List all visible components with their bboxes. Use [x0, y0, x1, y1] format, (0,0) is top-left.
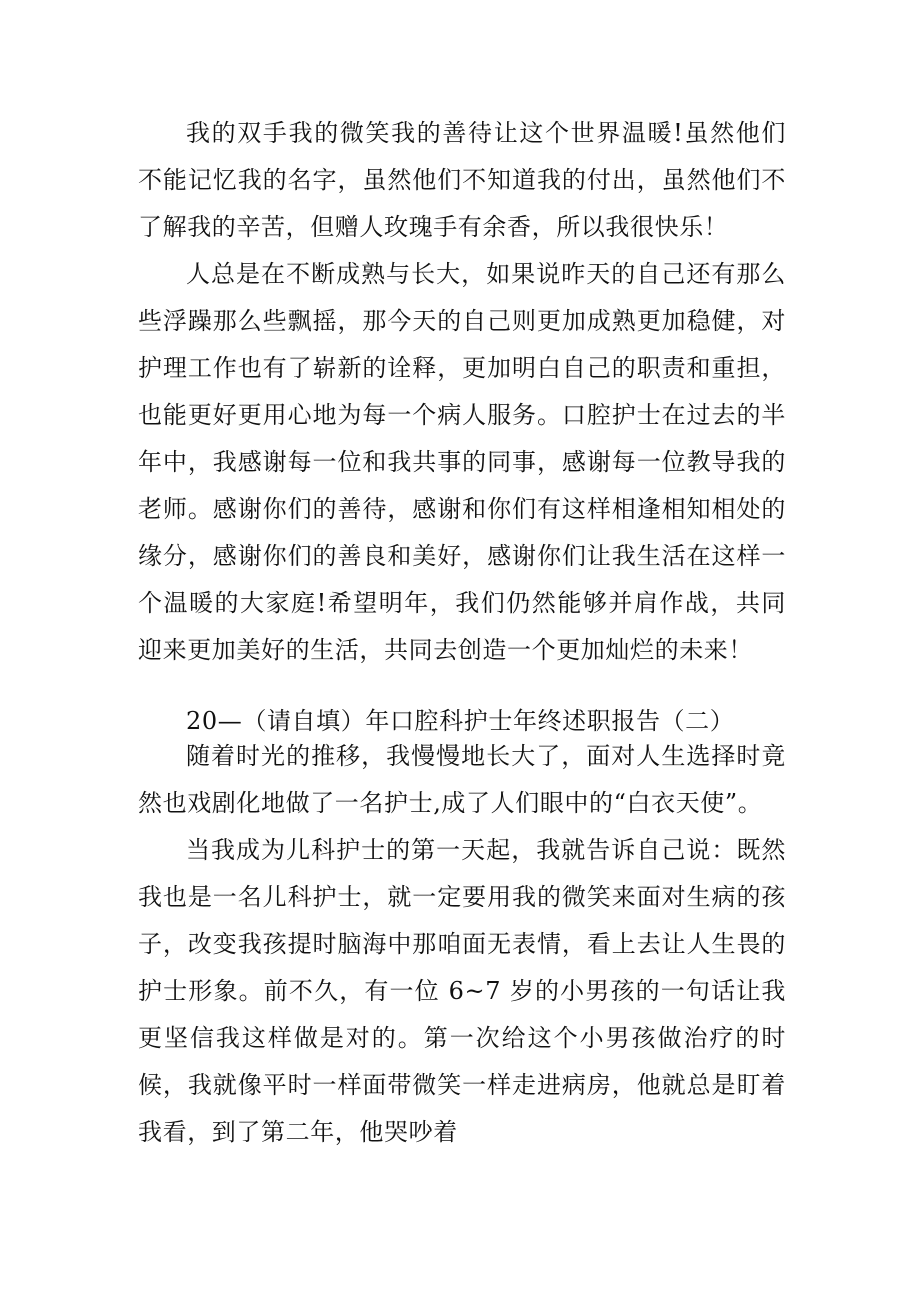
section-heading: 20—（请自填）年口腔科护士年终述职报告（二）	[186, 707, 735, 735]
body-paragraph-4: 当我成为儿科护士的第一天起，我就告诉自己说：既然我也是一名儿科护士，就一定要用我的微笑来面对生病的孩子，改变我孩提时脑海中那咱面无表情，看上去让人生畏的护士形象。前不久，有一位 6~7 岁的小男孩的一句话让我更坚信我这样做是对的。第一次给这个小男孩做治疗的时候，我就像平时一样面带微笑一样走进病房，他就总是盯着我看，到了第二年，他哭吵着	[138, 836, 786, 1146]
body-paragraph-2: 人总是在不断成熟与长大，如果说昨天的自己还有那么些浮躁那么些飘摇，那今天的自己则更加成熟更加稳健，对护理工作也有了崭新的诠释，更加明白自己的职责和重担，也能更好更用心地为每一个病人服务。口腔护士在过去的半年中，我感谢每一位和我共事的同事，感谢每一位教导我的老师。感谢你们的善待，感谢和你们有这样相逢相知相处的缘分，感谢你们的善良和美好，感谢你们让我生活在这样一个温暖的大家庭!希望明年，我们仍然能够并肩作战，共同迎来更加美好的生活，共同去创造一个更加灿烂的未来！	[138, 260, 786, 664]
body-paragraph-3: 随着时光的推移，我慢慢地长大了，面对人生选择时竟然也戏剧化地做了一名护士,成了人们眼中的“白衣天使”。	[138, 742, 786, 817]
body-paragraph-1: 我的双手我的微笑我的善待让这个世界温暖!虽然他们不能记忆我的名字，虽然他们不知道我的付出，虽然他们不了解我的辛苦，但赠人玫瑰手有余香，所以我很快乐！	[138, 119, 786, 241]
